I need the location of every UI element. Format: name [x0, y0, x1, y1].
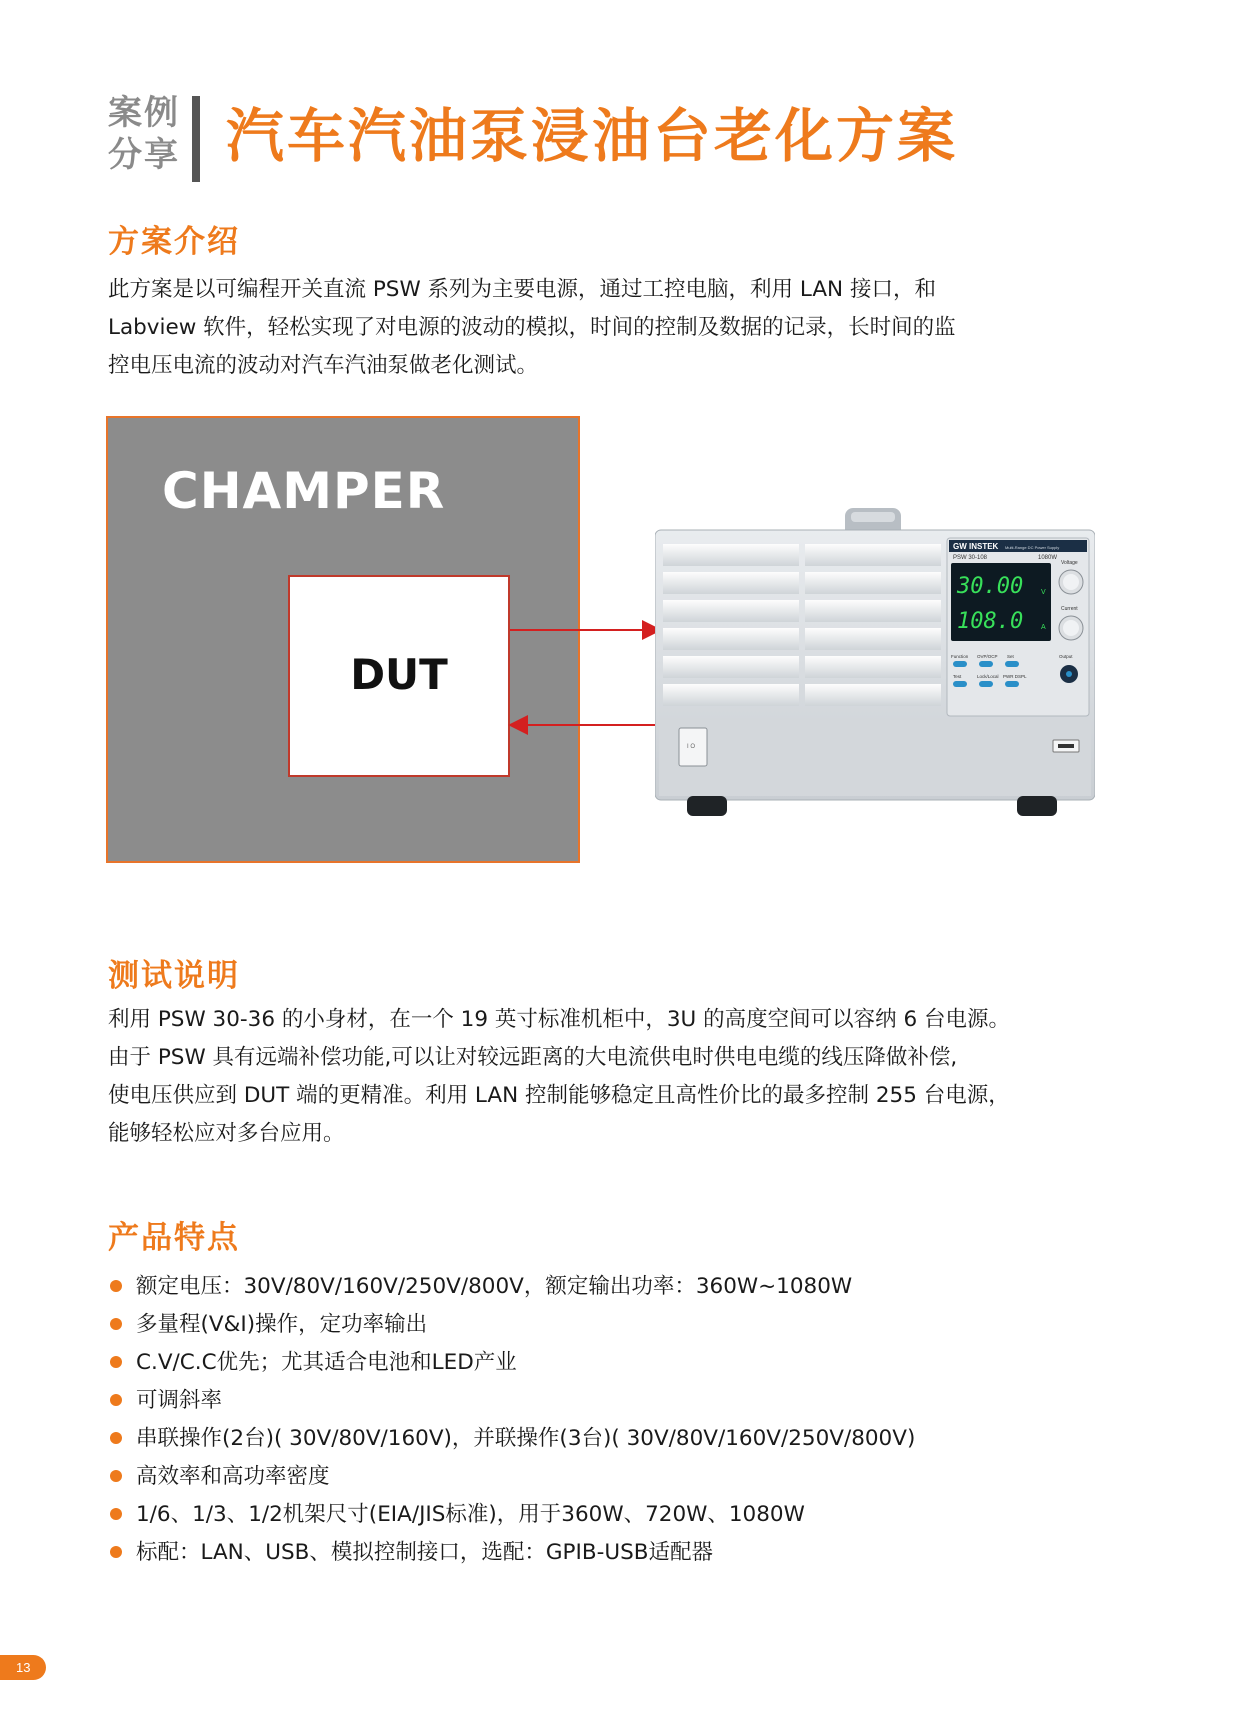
set-button-label: Set: [1007, 654, 1014, 659]
bullet-dot-icon: [110, 1470, 122, 1482]
set-button: [1005, 661, 1019, 667]
chamber-label: CHAMPER: [162, 462, 446, 520]
voltage-unit: V: [1041, 589, 1046, 596]
intro-heading: 方案介绍: [108, 224, 240, 260]
lock-local-button-label: Lock/Local: [977, 674, 999, 679]
test-paragraph: [108, 1001, 1148, 1153]
test-line: 能够轻松应对多台应用。: [108, 1121, 345, 1146]
feature-item: 高效率和高功率密度: [108, 1458, 915, 1496]
case-label-line2: 分享: [108, 135, 180, 175]
test-heading: 测试说明: [108, 958, 240, 994]
feature-item: 额定电压：30V/80V/160V/250V/800V，额定输出功率：360W~1080W: [108, 1268, 915, 1306]
case-share-label: [108, 92, 184, 176]
current-knob-label: Current: [1061, 606, 1078, 612]
bullet-dot-icon: [110, 1356, 122, 1368]
bullet-dot-icon: [110, 1280, 122, 1292]
connection-arrows: [500, 610, 670, 740]
lock-local-button: [979, 681, 993, 687]
page-number: 13: [0, 1655, 46, 1680]
pwr-dspl-button: [1005, 681, 1019, 687]
bullet-dot-icon: [110, 1508, 122, 1520]
current-unit: A: [1041, 624, 1046, 631]
feature-item: 多量程(V&I)操作，定功率输出: [108, 1306, 915, 1344]
psu-power-rating: 1080W: [1038, 555, 1058, 561]
psu-model: PSW 30-108: [953, 555, 988, 561]
svg-text:I O: I O: [687, 744, 696, 750]
ovp-ocp-button: [979, 661, 993, 667]
psu-brand: GW INSTEK: [953, 542, 999, 551]
function-button-label: Function: [951, 654, 969, 659]
function-button: [953, 661, 967, 667]
voltage-knob-label: Voltage: [1061, 560, 1078, 566]
header-divider: [192, 96, 200, 182]
feature-item: C.V/C.C优先；尤其适合电池和LED产业: [108, 1344, 915, 1382]
pwr-dspl-button-label: PWR DSPL: [1003, 674, 1027, 679]
psw-power-supply-image: [655, 508, 1095, 818]
bullet-dot-icon: [110, 1318, 122, 1330]
dut-label: DUT: [350, 650, 448, 699]
output-button-label: Output: [1059, 654, 1073, 659]
test-button-label: Test: [953, 674, 962, 679]
test-line: 由于 PSW 具有远端补偿功能,可以让对较远距离的大电流供电时供电电缆的线压降做补偿,: [108, 1045, 958, 1070]
voltage-reading: 30.00: [957, 574, 1024, 599]
feature-item: 串联操作(2台)( 30V/80V/160V)，并联操作(3台)( 30V/80V/160V/250V/800V): [108, 1420, 915, 1458]
ovp-ocp-button-label: OVP/OCP: [977, 654, 998, 659]
page-title: 汽车汽油泵浸油台老化方案: [226, 102, 959, 170]
feature-item: 可调斜率: [108, 1382, 915, 1420]
psu-model-subtitle: Multi-Range DC Power Supply: [1005, 545, 1060, 550]
intro-line: Labview 软件，轻松实现了对电源的波动的模拟，时间的控制及数据的记录，长时间的监: [108, 315, 956, 340]
intro-line: 此方案是以可编程开关直流 PSW 系列为主要电源，通过工控电脑，利用 LAN 接口，和: [108, 277, 936, 302]
features-heading: 产品特点: [108, 1220, 240, 1256]
current-reading: 108.0: [957, 609, 1024, 634]
bullet-dot-icon: [110, 1546, 122, 1558]
feature-item: 1/6、1/3、1/2机架尺寸(EIA/JIS标准)，用于360W、720W、1080W: [108, 1496, 915, 1534]
case-label-line1: 案例: [108, 93, 180, 133]
feature-list: [108, 1268, 915, 1572]
bullet-dot-icon: [110, 1394, 122, 1406]
test-line: 利用 PSW 30-36 的小身材，在一个 19 英寸标准机柜中，3U 的高度空间可以容纳 6 台电源。: [108, 1007, 1010, 1032]
bullet-dot-icon: [110, 1432, 122, 1444]
intro-line: 控电压电流的波动对汽车汽油泵做老化测试。: [108, 353, 539, 378]
feature-item: 标配：LAN、USB、模拟控制接口，选配：GPIB-USB适配器: [108, 1534, 915, 1572]
test-button: [953, 681, 967, 687]
intro-paragraph: [108, 271, 1108, 385]
test-line: 使电压供应到 DUT 端的更精准。利用 LAN 控制能够稳定且高性价比的最多控制 255 台电源，: [108, 1083, 1010, 1108]
